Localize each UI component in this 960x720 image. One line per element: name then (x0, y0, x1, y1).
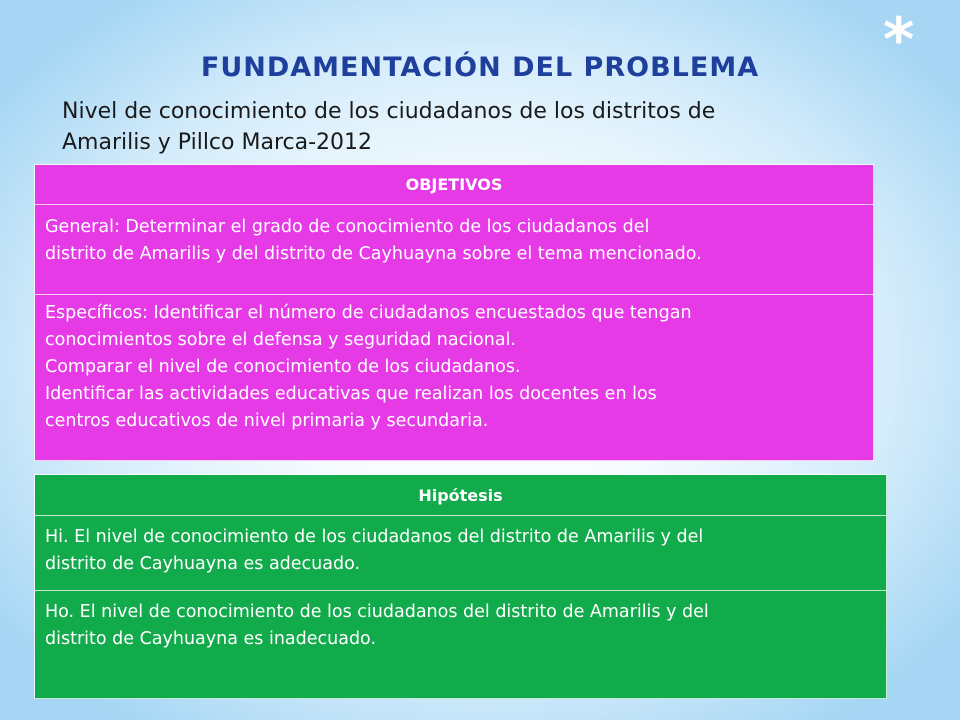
subtitle-line: Nivel de conocimiento de los ciudadanos de los distritos de (62, 99, 716, 124)
hipotesis-header: Hipótesis (35, 475, 887, 516)
hipotesis-hi-line: Hi. El nivel de conocimiento de los ciudadanos del distrito de Amarilis y del (45, 527, 704, 547)
objetivo-especifico-line: Identificar las actividades educativas que realizan los docentes en los (45, 384, 657, 404)
hipotesis-table (34, 474, 887, 699)
subtitle-line: Amarilis y Pillco Marca-2012 (62, 130, 373, 155)
objetivo-general-cell (35, 205, 874, 295)
hipotesis-ho-line: distrito de Cayhuayna es inadecuado. (45, 629, 377, 649)
objetivo-especifico-line: Comparar el nivel de conocimiento de los ciudadanos. (45, 357, 521, 377)
slide-subtitle (62, 96, 862, 158)
decorative-asterisk: * (883, 5, 915, 75)
hipotesis-hi-line: distrito de Cayhuayna es adecuado. (45, 554, 361, 574)
objetivo-especifico-line: conocimientos sobre el defensa y seguridad nacional. (45, 330, 516, 350)
objetivos-header: OBJETIVOS (35, 165, 874, 205)
slide-title: FUNDAMENTACIÓN DEL PROBLEMA (200, 52, 760, 83)
objetivos-especificos-cell (35, 295, 874, 461)
objetivo-general-line: General: Determinar el grado de conocimiento de los ciudadanos del (45, 217, 650, 237)
hipotesis-ho-line: Ho. El nivel de conocimiento de los ciudadanos del distrito de Amarilis y del (45, 602, 709, 622)
hipotesis-ho-cell (35, 591, 887, 699)
hipotesis-hi-cell (35, 516, 887, 591)
objetivos-table (34, 164, 874, 461)
objetivo-general-line: distrito de Amarilis y del distrito de Cayhuayna sobre el tema mencionado. (45, 244, 702, 264)
objetivo-especifico-line: centros educativos de nivel primaria y secundaria. (45, 411, 489, 431)
objetivo-especifico-line: Específicos: Identificar el número de ciudadanos encuestados que tengan (45, 303, 692, 323)
